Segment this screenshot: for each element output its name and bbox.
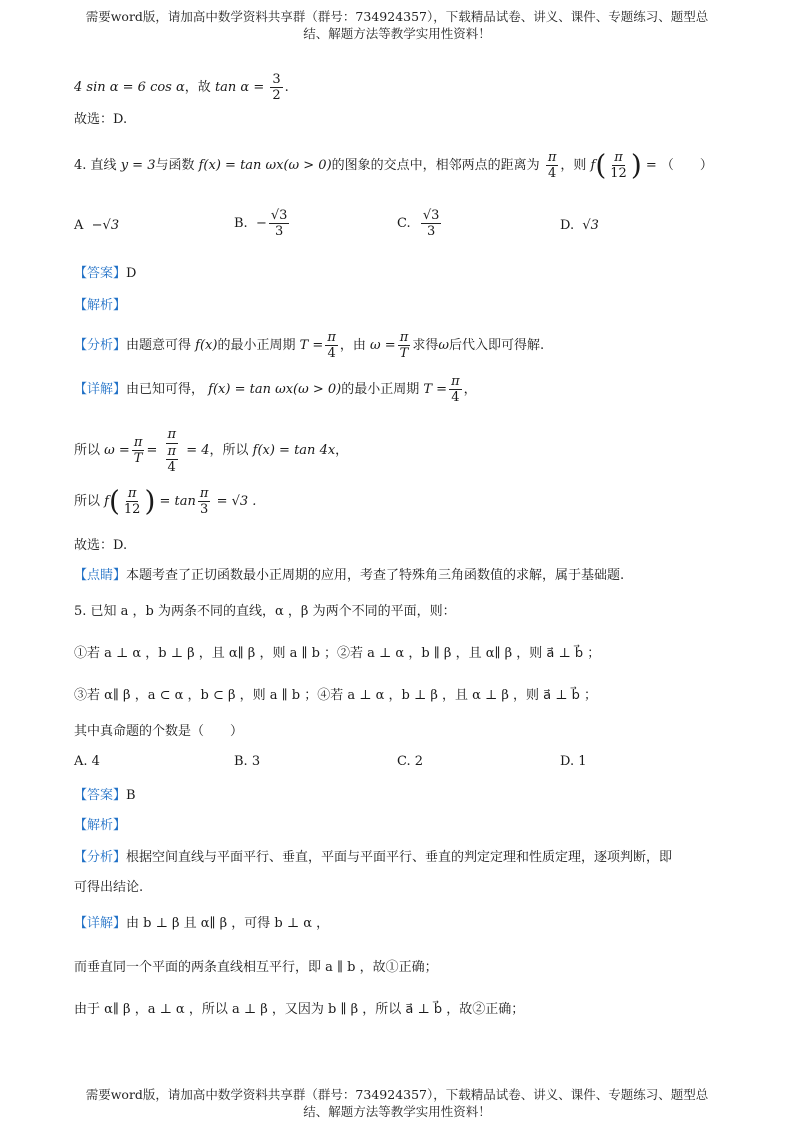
q5-option-c: C. 2 [397, 754, 424, 769]
q4-option-b: B. − $\frac{√3}{3}$ [234, 208, 288, 239]
q4-dianjing: 【点睛】本题考查了正切函数最小正周期的应用，考查了特殊角三角函数值的求解，属于基础题. [74, 568, 625, 583]
fraction-pi-4: $\frac{\pi}{4}$ [547, 150, 557, 181]
nested-fraction: $\frac{\pi}{\frac{\pi}{4}}$ [167, 427, 177, 475]
q4-option-d: D. √3 [560, 218, 599, 233]
prev-equation: 4 sin α = 6 cos α，故 tan α = $\frac{3}{2}$ . [74, 72, 289, 103]
q5-xiangjie-3: 由于 α∥ β ，a ⊥ α ，所以 a ⊥ β ，又因为 b ∥ β ，所以 a⃗ ⊥ b⃗ ，故②正确； [74, 1002, 525, 1017]
q5-fenxi-1: 【分析】根据空间直线与平面平行、垂直，平面与平面平行、垂直的判定定理和性质定理，逐项判断，即 [74, 850, 673, 865]
q4-result-step: 所以 f( $\frac{\pi}{12}$ ) = tan $\frac{\pi}{3}$ = √3 . [74, 484, 257, 518]
q5-analysis-tag: 【解析】 [74, 818, 127, 833]
q4-analysis-tag: 【解析】 [74, 298, 127, 313]
q4-xiangjie: 【详解】由已知可得， f(x) = tan ωx(ω > 0)的最小正周期 T = $\frac{\pi}{4}$ ， [74, 374, 477, 405]
q5-answer: 【答案】B [74, 788, 136, 803]
q5-stem: 5. 已知 a ，b 为两条不同的直线，α ，β 为两个不同的平面，则： [74, 604, 456, 619]
page-header [60, 8, 734, 42]
footer-line-2: 结、解题方法等教学实用性资料！ [303, 1104, 491, 1119]
fraction-pi-12: $\frac{\pi}{12}$ [610, 150, 627, 181]
q4-option-c: C. $\frac{√3}{3}$ [397, 208, 440, 239]
q5-fenxi-2: 可得出结论. [74, 880, 144, 895]
q4-omega-step: 所以 ω = $\frac{\pi}{T}$ = $\frac{\pi}{\frac{\pi}{4}}$ = 4，所以 f(x) = tan 4x， [74, 427, 349, 475]
fraction-3-2: $\frac{3}{2}$ [272, 72, 281, 103]
header-line-1: 需要word版，请加高中数学资料共享群（群号：734924357），下载精品试卷、讲义、课件、专题练习、题型总 [85, 9, 709, 24]
q4-stem: 4. 直线 y = 3与函数 f(x) = tan ωx(ω > 0)的图象的交点中，相邻两点的距离为 $\frac{\pi}{4}$ ，则 f( $\frac{\pi}{12}$ ) = （ ） [74, 148, 713, 182]
prev-answer: 故选：D. [74, 112, 128, 127]
page-footer [60, 1086, 734, 1120]
footer-line-1: 需要word版，请加高中数学资料共享群（群号：734924357），下载精品试卷、讲义、课件、专题练习、题型总 [85, 1087, 709, 1102]
q5-statements-3-4: ③若 α∥ β ，a ⊂ α ，b ⊂ β ，则 a ∥ b ；④若 a ⊥ α ，b ⊥ β ，且 α ⊥ β ，则 a⃗ ⊥ b⃗ ； [74, 688, 598, 703]
q4-option-a: A −√3 [74, 218, 120, 233]
q4-fenxi: 【分析】由题意可得 f(x)的最小正周期 T = $\frac{\pi}{4}$ ，由 ω = $\frac{\pi}{T}$ 求得ω后代入即可得解. [74, 330, 545, 361]
q4-choose: 故选：D. [74, 538, 128, 553]
q5-xiangjie-2: 而垂直同一个平面的两条直线相互平行，即 a ∥ b ，故①正确； [74, 960, 438, 975]
q5-option-b: B. 3 [234, 754, 261, 769]
q5-option-d: D. 1 [560, 754, 587, 769]
q5-xiangjie-1: 【详解】由 b ⊥ β 且 α∥ β ，可得 b ⊥ α ， [74, 916, 330, 931]
q5-option-a: A. 4 [74, 754, 100, 769]
q4-answer: 【答案】D [74, 266, 137, 281]
header-line-2: 结、解题方法等教学实用性资料！ [303, 26, 491, 41]
q5-statements-1-2: ①若 a ⊥ α ，b ⊥ β ，且 α∥ β ，则 a ∥ b ；②若 a ⊥ α ，b ∥ β ，且 α∥ β ，则 a⃗ ⊥ b⃗ ； [74, 646, 601, 661]
q5-question: 其中真命题的个数是（ ） [74, 724, 244, 739]
